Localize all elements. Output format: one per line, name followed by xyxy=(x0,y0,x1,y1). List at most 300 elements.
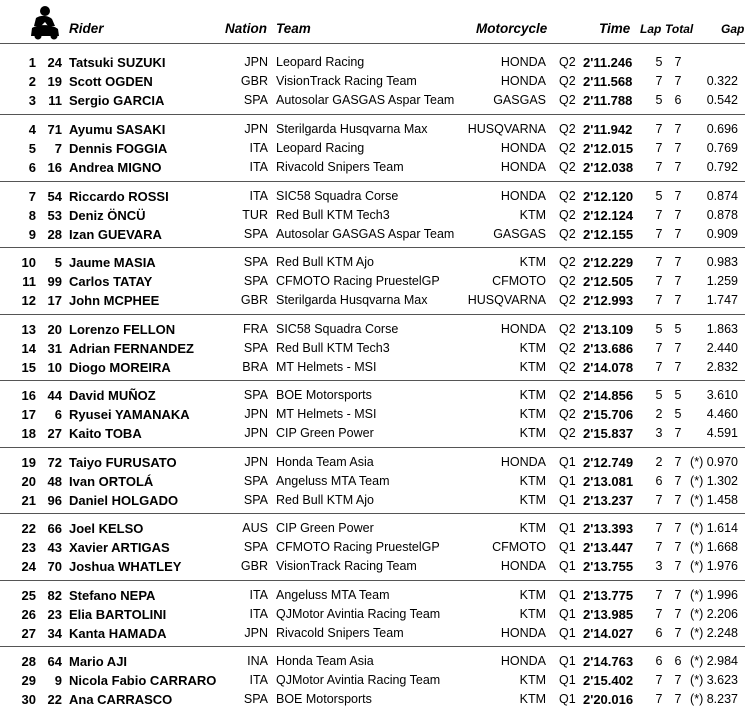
motorcycle-cell: KTM xyxy=(519,360,546,375)
position-cell: 25 xyxy=(21,588,36,603)
lap-time-cell: 2'15.706 xyxy=(583,407,634,423)
rider-number-cell: 96 xyxy=(47,493,62,509)
team-cell: MT Helmets - MSI xyxy=(276,360,377,375)
nation-cell: ITA xyxy=(249,607,268,622)
motorcycle-cell: HUSQVARNA xyxy=(467,293,546,308)
lap-cell: 5 xyxy=(655,388,663,402)
team-cell: BOE Motorsports xyxy=(276,388,372,402)
motorcycle-cell: HONDA xyxy=(500,160,546,175)
session-cell: Q2 xyxy=(559,55,576,69)
lap-time-cell: 2'14.027 xyxy=(583,626,634,642)
session-cell: Q2 xyxy=(559,274,576,289)
group-divider xyxy=(0,447,745,448)
lap-time-cell: 2'13.393 xyxy=(583,521,634,536)
position-cell: 5 xyxy=(28,141,36,157)
rider-name-cell: Stefano NEPA xyxy=(69,588,156,603)
total-laps-cell: 7 xyxy=(674,274,682,289)
gap-cell: (*) 1.614 xyxy=(690,521,738,535)
rider-name-cell: Izan GUEVARA xyxy=(69,227,162,243)
motorcycle-cell: HONDA xyxy=(500,654,546,668)
nation-cell: ITA xyxy=(249,160,268,175)
nation-cell: ITA xyxy=(249,141,268,156)
gap-cell: 1.747 xyxy=(706,293,738,308)
table-row xyxy=(0,339,745,358)
session-cell: Q1 xyxy=(559,521,576,535)
rider-number-cell: 17 xyxy=(47,293,62,309)
gap-cell: 0.878 xyxy=(706,208,738,223)
lap-time-cell: 2'14.078 xyxy=(583,360,634,376)
rider-number-cell: 34 xyxy=(47,626,62,642)
team-cell: QJMotor Avintia Racing Team xyxy=(276,607,441,622)
position-cell: 27 xyxy=(21,626,36,642)
rider-name-cell: Kaito TOBA xyxy=(69,426,142,442)
motorcycle-cell: KTM xyxy=(519,521,546,535)
rider-name-cell: Kanta HAMADA xyxy=(69,626,167,642)
total-laps-cell: 7 xyxy=(674,208,682,223)
lap-time-cell: 2'20.016 xyxy=(583,692,634,708)
gap-cell: (*) 2.248 xyxy=(690,626,738,641)
session-cell: Q1 xyxy=(559,474,576,489)
header-rider: Rider xyxy=(69,21,104,36)
team-cell: VisionTrack Racing Team xyxy=(276,559,417,574)
group-divider xyxy=(0,114,745,115)
rider-name-cell: Joel KELSO xyxy=(69,521,144,536)
lap-time-cell: 2'12.749 xyxy=(583,455,634,470)
table-row xyxy=(0,671,745,690)
gap-cell: (*) 1.458 xyxy=(690,493,738,508)
lap-cell: 7 xyxy=(655,540,663,555)
lap-cell: 7 xyxy=(655,274,663,289)
nation-cell: ITA xyxy=(249,189,268,203)
session-cell: Q1 xyxy=(559,626,576,641)
session-cell: Q2 xyxy=(559,141,576,156)
gap-cell: (*) 1.302 xyxy=(690,474,738,489)
session-cell: Q1 xyxy=(559,455,576,469)
lap-cell: 7 xyxy=(655,293,663,308)
rider-name-cell: Sergio GARCIA xyxy=(69,93,165,109)
session-cell: Q1 xyxy=(559,559,576,574)
header-nation: Nation xyxy=(225,21,267,36)
total-laps-cell: 7 xyxy=(674,607,682,622)
lap-time-cell: 2'12.120 xyxy=(583,189,634,204)
motorcycle-cell: CFMOTO xyxy=(492,274,546,289)
rider-number-cell: 20 xyxy=(47,322,62,337)
total-laps-cell: 7 xyxy=(674,141,682,156)
session-cell: Q2 xyxy=(559,293,576,308)
team-cell: SIC58 Squadra Corse xyxy=(276,189,399,203)
total-laps-cell: 7 xyxy=(674,521,682,535)
gap-cell: (*) 1.996 xyxy=(690,588,738,602)
team-cell: Red Bull KTM Ajo xyxy=(276,493,374,508)
motorcycle-cell: CFMOTO xyxy=(492,540,546,555)
table-row xyxy=(0,158,745,177)
motorcycle-cell: HONDA xyxy=(500,55,546,69)
motorcycle-cell: HONDA xyxy=(500,559,546,574)
rider-number-cell: 72 xyxy=(47,455,62,470)
lap-cell: 6 xyxy=(655,654,663,668)
rider-number-cell: 70 xyxy=(47,559,62,575)
nation-cell: SPA xyxy=(243,388,268,402)
position-cell: 8 xyxy=(28,208,36,224)
lap-time-cell: 2'14.856 xyxy=(583,388,634,403)
rider-number-cell: 31 xyxy=(47,341,62,357)
lap-time-cell: 2'11.568 xyxy=(583,74,633,90)
group-divider xyxy=(0,380,745,381)
table-row xyxy=(0,72,745,91)
team-cell: Sterilgarda Husqvarna Max xyxy=(276,122,428,136)
lap-time-cell: 2'13.755 xyxy=(583,559,634,575)
motorcycle-cell: KTM xyxy=(519,255,546,269)
rider-number-cell: 23 xyxy=(47,607,62,623)
total-laps-cell: 5 xyxy=(674,388,682,402)
total-laps-cell: 7 xyxy=(674,341,682,356)
nation-cell: AUS xyxy=(242,521,268,535)
lap-cell: 7 xyxy=(655,588,663,602)
rider-name-cell: Diogo MOREIRA xyxy=(69,360,171,376)
motorcycle-cell: KTM xyxy=(519,588,546,602)
rider-name-cell: Xavier ARTIGAS xyxy=(69,540,170,556)
total-laps-cell: 7 xyxy=(674,55,682,69)
lap-time-cell: 2'13.081 xyxy=(583,474,634,490)
nation-cell: TUR xyxy=(242,208,268,223)
motorcycle-cell: KTM xyxy=(519,426,546,441)
lap-cell: 6 xyxy=(655,626,663,641)
gap-cell: 0.909 xyxy=(706,227,738,242)
table-row xyxy=(0,586,745,605)
lap-time-cell: 2'13.686 xyxy=(583,341,634,357)
lap-cell: 7 xyxy=(655,160,663,175)
rider-number-cell: 53 xyxy=(47,208,62,224)
lap-time-cell: 2'11.246 xyxy=(583,55,633,70)
lap-time-cell: 2'13.985 xyxy=(583,607,634,623)
rider-name-cell: Taiyo FURUSATO xyxy=(69,455,177,470)
team-cell: MT Helmets - MSI xyxy=(276,407,377,422)
lap-time-cell: 2'15.837 xyxy=(583,426,634,442)
position-cell: 14 xyxy=(21,341,36,357)
rider-number-cell: 66 xyxy=(47,521,62,536)
session-cell: Q2 xyxy=(559,208,576,223)
rider-number-cell: 27 xyxy=(47,426,62,442)
rider-name-cell: Carlos TATAY xyxy=(69,274,153,290)
lap-cell: 7 xyxy=(655,360,663,375)
group-divider xyxy=(0,580,745,581)
team-cell: CFMOTO Racing PruestelGP xyxy=(276,274,440,289)
lap-cell: 3 xyxy=(655,559,663,574)
rider-name-cell: Tatsuki SUZUKI xyxy=(69,55,166,70)
team-cell: Rivacold Snipers Team xyxy=(276,626,404,641)
session-cell: Q2 xyxy=(559,360,576,375)
total-laps-cell: 7 xyxy=(674,455,682,469)
lap-time-cell: 2'15.402 xyxy=(583,673,634,689)
total-laps-cell: 7 xyxy=(674,474,682,489)
position-cell: 30 xyxy=(21,692,36,708)
rider-number-cell: 43 xyxy=(47,540,62,556)
position-cell: 20 xyxy=(21,474,36,490)
position-cell: 29 xyxy=(21,673,36,689)
gap-cell: (*) 2.206 xyxy=(690,607,738,622)
session-cell: Q1 xyxy=(559,692,576,707)
table-row xyxy=(0,91,745,110)
total-laps-cell: 7 xyxy=(674,293,682,308)
session-cell: Q2 xyxy=(559,341,576,356)
lap-time-cell: 2'11.942 xyxy=(583,122,633,137)
position-cell: 7 xyxy=(28,189,36,204)
header-total: Total xyxy=(665,22,694,36)
team-cell: CIP Green Power xyxy=(276,426,374,441)
position-cell: 10 xyxy=(21,255,36,270)
position-cell: 4 xyxy=(28,122,36,137)
nation-cell: ITA xyxy=(249,673,268,688)
gap-cell: 0.769 xyxy=(706,141,738,156)
rider-name-cell: Joshua WHATLEY xyxy=(69,559,182,575)
lap-cell: 3 xyxy=(655,426,663,441)
nation-cell: JPN xyxy=(244,407,268,422)
nation-cell: JPN xyxy=(244,55,268,69)
position-cell: 15 xyxy=(21,360,36,376)
gap-cell: 2.440 xyxy=(706,341,738,356)
motorcycle-cell: HUSQVARNA xyxy=(467,122,546,136)
lap-cell: 7 xyxy=(655,493,663,508)
gap-cell: 1.259 xyxy=(706,274,738,289)
table-row xyxy=(0,538,745,557)
lap-time-cell: 2'14.763 xyxy=(583,654,634,669)
header-motorcycle: Motorcycle xyxy=(476,21,548,36)
motorcycle-cell: HONDA xyxy=(500,455,546,469)
total-laps-cell: 7 xyxy=(674,160,682,175)
nation-cell: JPN xyxy=(244,426,268,441)
session-cell: Q1 xyxy=(559,654,576,668)
motorcycle-cell: KTM xyxy=(519,673,546,688)
nation-cell: SPA xyxy=(243,474,268,489)
group-divider xyxy=(0,181,745,182)
session-cell: Q2 xyxy=(559,388,576,402)
gap-cell: 4.591 xyxy=(706,426,738,441)
gap-cell: 0.322 xyxy=(706,74,738,89)
lap-cell: 7 xyxy=(655,227,663,242)
motorcycle-cell: HONDA xyxy=(500,626,546,641)
team-cell: VisionTrack Racing Team xyxy=(276,74,417,89)
team-cell: Red Bull KTM Tech3 xyxy=(276,341,390,356)
motorcycle-cell: KTM xyxy=(519,341,546,356)
gap-cell: (*) 8.237 xyxy=(690,692,738,707)
session-cell: Q2 xyxy=(559,407,576,422)
table-row xyxy=(0,320,745,339)
rider-motorcycle-logo-icon xyxy=(28,4,62,40)
rider-number-cell: 99 xyxy=(47,274,62,290)
nation-cell: SPA xyxy=(243,540,268,555)
group-divider xyxy=(0,646,745,647)
session-cell: Q2 xyxy=(559,426,576,441)
lap-cell: 2 xyxy=(655,407,663,422)
lap-time-cell: 2'12.038 xyxy=(583,160,634,176)
lap-cell: 7 xyxy=(655,521,663,535)
header-time: Time xyxy=(599,21,631,36)
rider-name-cell: Scott OGDEN xyxy=(69,74,153,90)
session-cell: Q2 xyxy=(559,160,576,175)
team-cell: SIC58 Squadra Corse xyxy=(276,322,399,336)
team-cell: BOE Motorsports xyxy=(276,692,372,707)
total-laps-cell: 5 xyxy=(674,407,682,422)
table-row xyxy=(0,557,745,576)
rider-name-cell: Adrian FERNANDEZ xyxy=(69,341,194,357)
nation-cell: INA xyxy=(247,654,268,668)
rider-number-cell: 24 xyxy=(47,55,62,70)
lap-cell: 7 xyxy=(655,255,663,269)
session-cell: Q2 xyxy=(559,255,576,269)
rider-name-cell: Elia BARTOLINI xyxy=(69,607,167,623)
gap-cell: 2.832 xyxy=(706,360,738,375)
session-cell: Q2 xyxy=(559,93,576,108)
lap-cell: 6 xyxy=(655,474,663,489)
position-cell: 11 xyxy=(22,274,36,290)
gap-cell: (*) 3.623 xyxy=(690,673,738,688)
table-row xyxy=(0,358,745,377)
motorcycle-cell: KTM xyxy=(519,388,546,402)
total-laps-cell: 7 xyxy=(674,692,682,707)
team-cell: Autosolar GASGAS Aspar Team xyxy=(276,93,455,108)
lap-cell: 7 xyxy=(655,122,663,136)
lap-cell: 7 xyxy=(655,141,663,156)
rider-number-cell: 11 xyxy=(48,93,62,109)
lap-cell: 7 xyxy=(655,341,663,356)
nation-cell: SPA xyxy=(243,341,268,356)
rider-name-cell: Nicola Fabio CARRARO xyxy=(69,673,217,689)
motorcycle-cell: KTM xyxy=(519,607,546,622)
rider-name-cell: Daniel HOLGADO xyxy=(69,493,179,509)
total-laps-cell: 7 xyxy=(674,189,682,203)
lap-time-cell: 2'12.015 xyxy=(583,141,634,157)
team-cell: Angeluss MTA Team xyxy=(276,588,390,602)
rider-name-cell: Ivan ORTOLÁ xyxy=(69,474,154,490)
rider-name-cell: Ana CARRASCO xyxy=(69,692,173,708)
nation-cell: JPN xyxy=(244,626,268,641)
gap-cell: 0.792 xyxy=(706,160,738,175)
lap-time-cell: 2'11.788 xyxy=(583,93,633,109)
motorcycle-cell: KTM xyxy=(519,474,546,489)
rider-number-cell: 6 xyxy=(54,407,62,423)
team-cell: CIP Green Power xyxy=(276,521,374,535)
lap-cell: 2 xyxy=(655,455,663,469)
rider-name-cell: Riccardo ROSSI xyxy=(69,189,169,204)
table-row xyxy=(0,272,745,291)
header-divider xyxy=(0,43,745,44)
table-row xyxy=(0,53,745,72)
lap-time-cell: 2'13.109 xyxy=(583,322,634,337)
rider-number-cell: 7 xyxy=(54,141,62,157)
nation-cell: FRA xyxy=(243,322,268,336)
lap-cell: 5 xyxy=(655,189,663,203)
total-laps-cell: 7 xyxy=(674,74,682,89)
nation-cell: BRA xyxy=(242,360,268,375)
rider-number-cell: 82 xyxy=(47,588,62,603)
lap-cell: 5 xyxy=(655,93,663,108)
table-row xyxy=(0,652,745,671)
session-cell: Q2 xyxy=(559,322,576,336)
gap-cell: 1.863 xyxy=(706,322,738,336)
position-cell: 26 xyxy=(21,607,36,623)
gap-cell: 3.610 xyxy=(706,388,738,402)
rider-name-cell: Jaume MASIA xyxy=(69,255,156,270)
motorcycle-cell: KTM xyxy=(519,407,546,422)
rider-number-cell: 19 xyxy=(47,74,62,90)
lap-time-cell: 2'12.124 xyxy=(583,208,634,224)
session-cell: Q1 xyxy=(559,540,576,555)
motorcycle-cell: KTM xyxy=(519,208,546,223)
total-laps-cell: 7 xyxy=(674,493,682,508)
motorcycle-cell: GASGAS xyxy=(493,227,546,242)
table-row xyxy=(0,472,745,491)
motorcycle-cell: GASGAS xyxy=(493,93,546,108)
session-cell: Q1 xyxy=(559,493,576,508)
team-cell: CFMOTO Racing PruestelGP xyxy=(276,540,440,555)
table-row xyxy=(0,405,745,424)
table-row xyxy=(0,491,745,510)
team-cell: Rivacold Snipers Team xyxy=(276,160,404,175)
total-laps-cell: 5 xyxy=(674,322,682,336)
team-cell: Sterilgarda Husqvarna Max xyxy=(276,293,428,308)
gap-cell: 0.983 xyxy=(706,255,738,269)
nation-cell: GBR xyxy=(240,74,268,89)
position-cell: 19 xyxy=(21,455,36,470)
position-cell: 17 xyxy=(21,407,36,423)
nation-cell: SPA xyxy=(243,227,268,242)
header-gap: Gap xyxy=(721,22,745,36)
total-laps-cell: 7 xyxy=(674,255,682,269)
team-cell: QJMotor Avintia Racing Team xyxy=(276,673,441,688)
position-cell: 28 xyxy=(21,654,36,669)
nation-cell: GBR xyxy=(240,559,268,574)
position-cell: 2 xyxy=(28,74,36,90)
gap-cell: 0.542 xyxy=(706,93,738,108)
team-cell: Autosolar GASGAS Aspar Team xyxy=(276,227,455,242)
total-laps-cell: 6 xyxy=(674,654,682,668)
rider-number-cell: 48 xyxy=(47,474,62,490)
rider-name-cell: Mario AJI xyxy=(69,654,128,669)
nation-cell: ITA xyxy=(249,588,268,602)
lap-time-cell: 2'13.237 xyxy=(583,493,634,509)
rider-name-cell: Lorenzo FELLON xyxy=(69,322,176,337)
session-cell: Q2 xyxy=(559,189,576,203)
table-row xyxy=(0,139,745,158)
lap-cell: 5 xyxy=(655,55,663,69)
group-divider xyxy=(0,314,745,315)
position-cell: 22 xyxy=(21,521,36,536)
motorcycle-cell: HONDA xyxy=(500,141,546,156)
lap-cell: 7 xyxy=(655,673,663,688)
table-row xyxy=(0,424,745,443)
lap-time-cell: 2'12.505 xyxy=(583,274,634,290)
rider-name-cell: Dennis FOGGIA xyxy=(69,141,168,157)
gap-cell: (*) 2.984 xyxy=(690,654,738,668)
motorcycle-cell: HONDA xyxy=(500,322,546,336)
team-cell: Leopard Racing xyxy=(276,55,365,69)
nation-cell: SPA xyxy=(243,692,268,707)
motorcycle-cell: KTM xyxy=(519,692,546,707)
table-row xyxy=(0,386,745,405)
table-row xyxy=(0,453,745,472)
total-laps-cell: 7 xyxy=(674,122,682,136)
team-cell: Leopard Racing xyxy=(276,141,365,156)
lap-cell: 7 xyxy=(655,692,663,707)
rider-name-cell: John MCPHEE xyxy=(69,293,160,309)
header-lap: Lap xyxy=(640,22,662,36)
motorcycle-cell: KTM xyxy=(519,493,546,508)
table-row xyxy=(0,519,745,538)
team-cell: Angeluss MTA Team xyxy=(276,474,390,489)
table-row xyxy=(0,605,745,624)
rider-number-cell: 71 xyxy=(47,122,62,137)
gap-cell: (*) 1.668 xyxy=(690,540,738,555)
